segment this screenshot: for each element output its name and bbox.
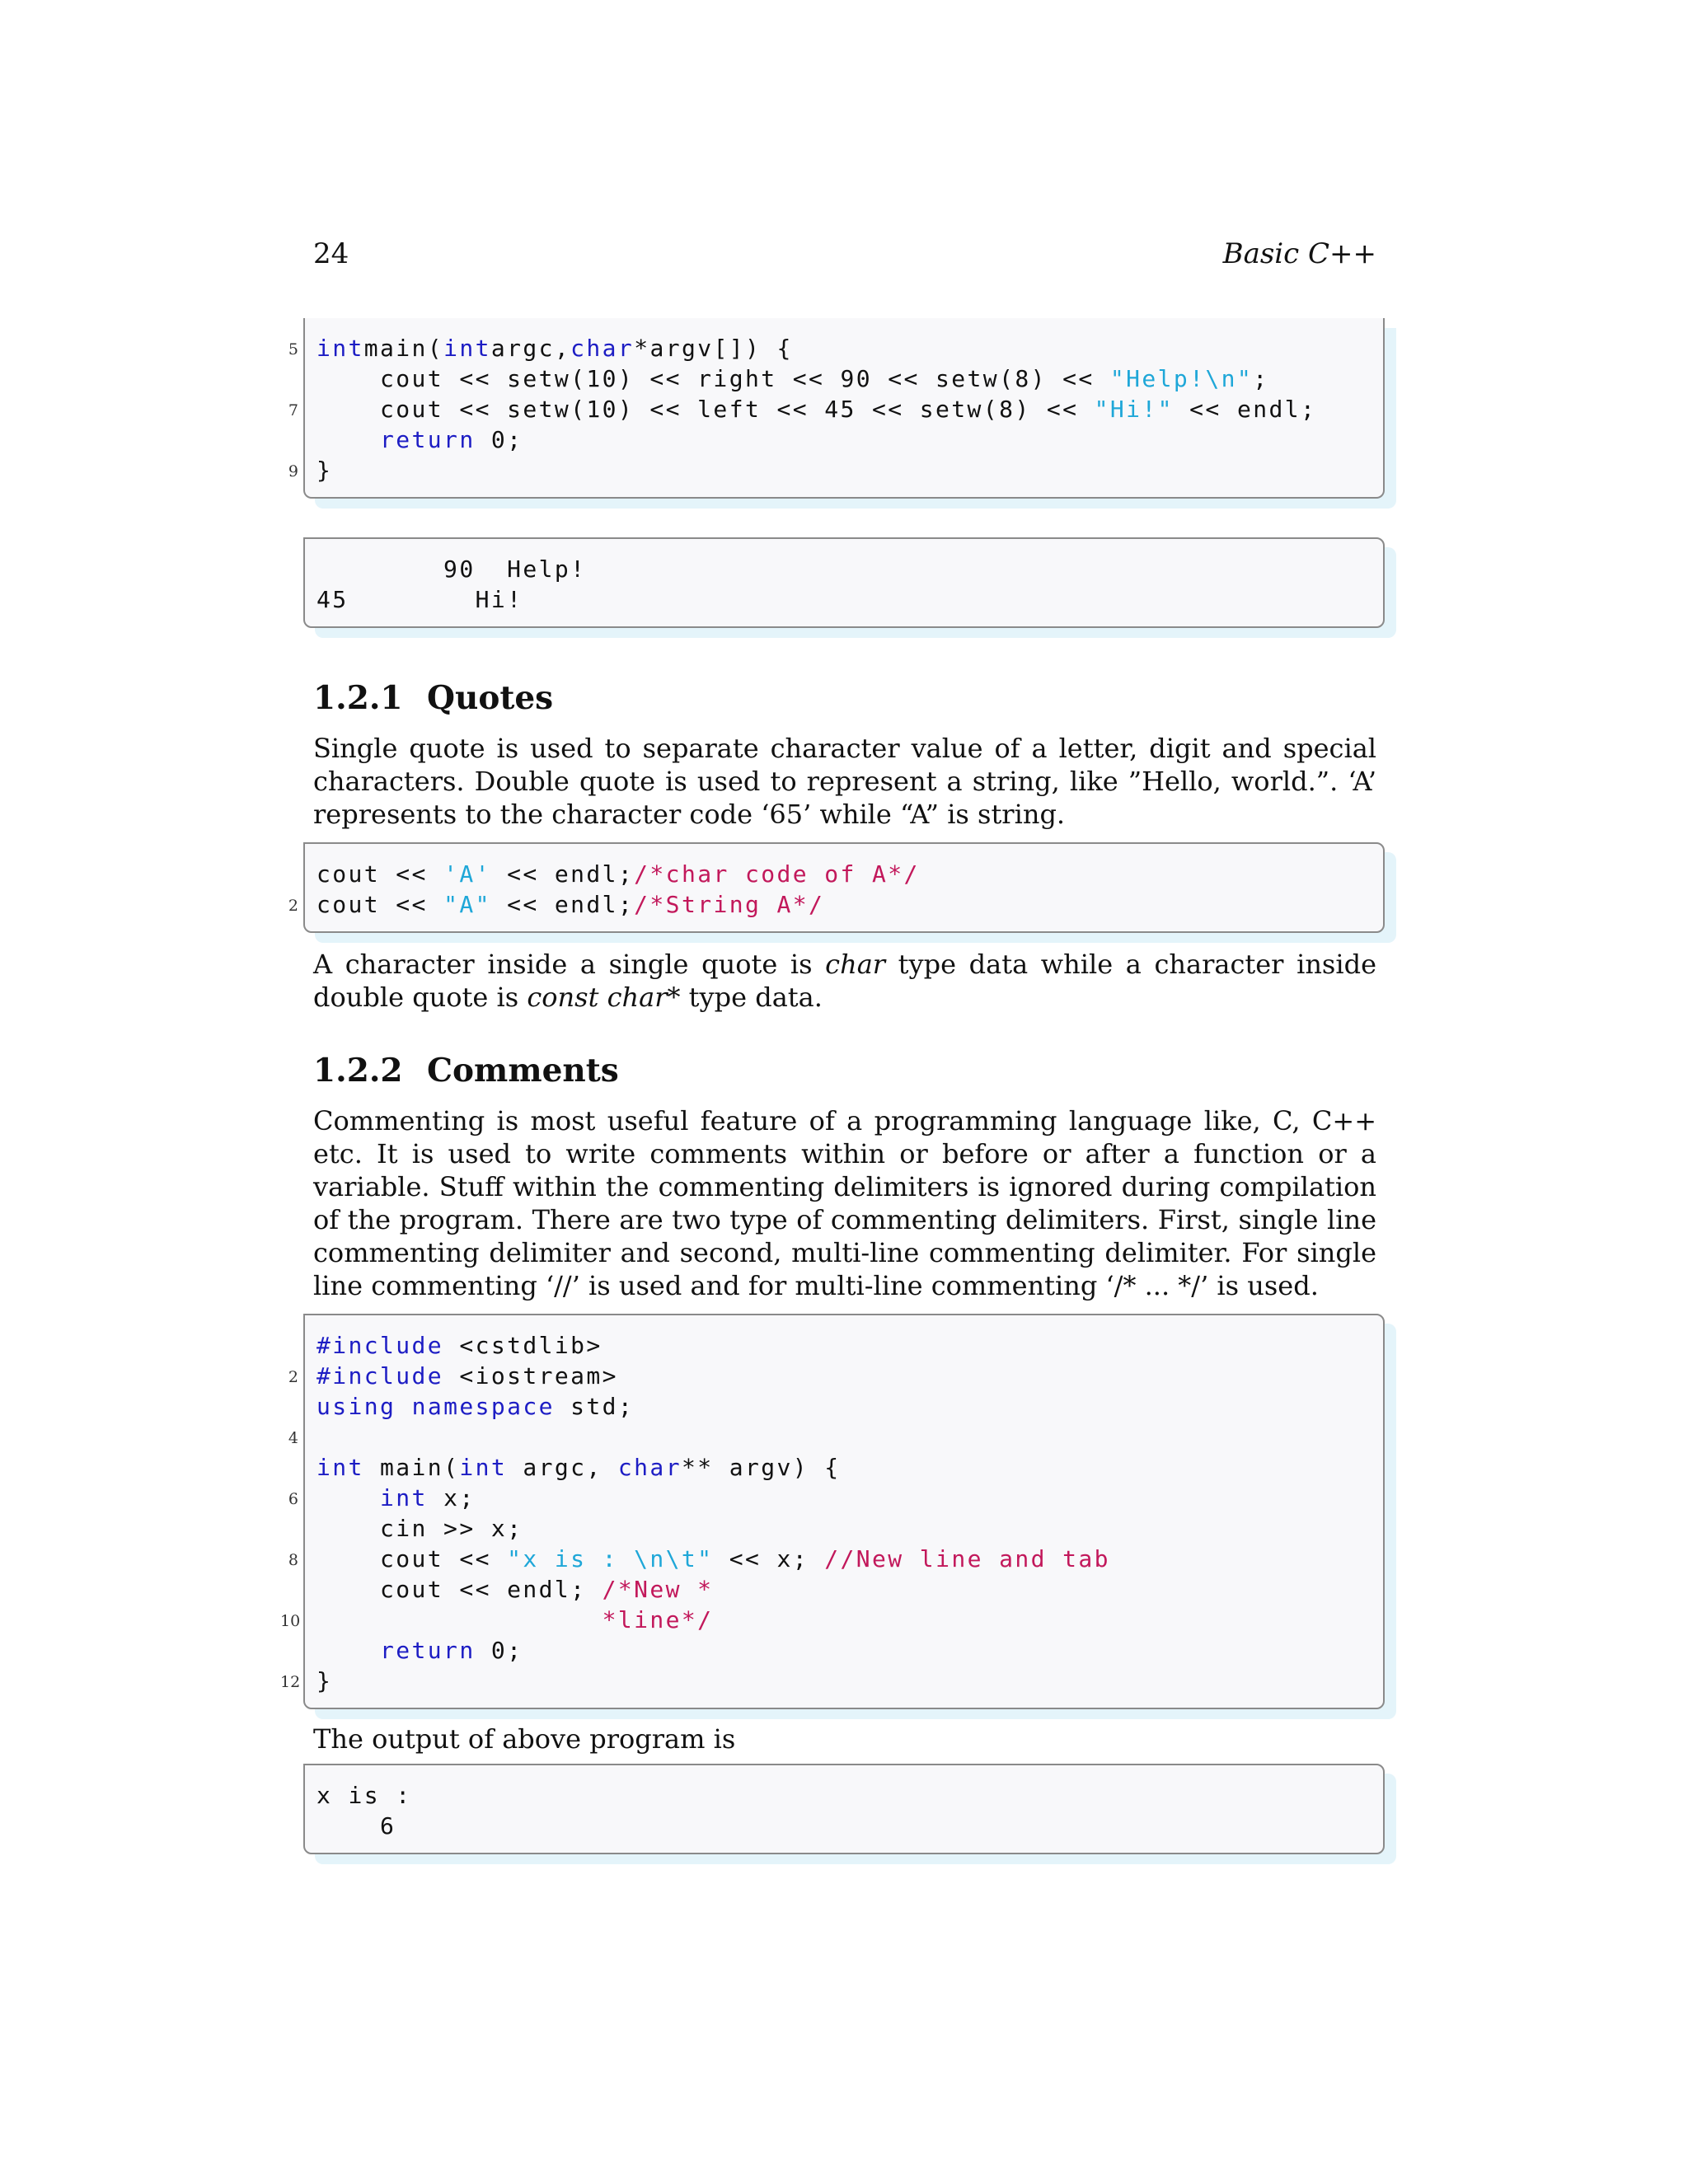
line-number: 7: [288, 401, 298, 419]
code-line: [288, 1361, 1383, 1391]
code-block-quotes: [288, 842, 1385, 933]
code-text: cin >> x;: [316, 1515, 523, 1542]
code-text: << endl;: [490, 891, 635, 918]
code-string: "Help!\n": [1109, 365, 1254, 392]
code-text: x;: [427, 1484, 476, 1511]
code-text: [396, 1393, 411, 1420]
code-line: [316, 554, 1383, 584]
section-number: 1.2.1: [313, 679, 403, 717]
line-number: 8: [288, 1551, 298, 1569]
code-keyword: int: [459, 1454, 508, 1481]
code-string: "A": [443, 891, 491, 918]
code-keyword: char: [617, 1454, 682, 1481]
output-block: [303, 537, 1385, 628]
code-block-main: [288, 318, 1385, 499]
line-number: 2: [288, 897, 298, 915]
code-text: [316, 1484, 380, 1511]
code-line: [316, 1780, 1383, 1811]
code-listing: [288, 318, 1383, 497]
code-line: [316, 1330, 1383, 1361]
code-text: main(: [363, 1454, 460, 1481]
code-text: <iostream>: [443, 1362, 618, 1390]
code-listing: [280, 1315, 1383, 1708]
program-output: [305, 1765, 1383, 1853]
code-line: [288, 1544, 1383, 1574]
quotes-paragraph: Single quote is used to separate character value of a letter, digit and special characters. Double quote is used to represent a string, like ”Hello, world.”. ‘A’ represents to the character code ‘65’ while “A” is string.: [313, 733, 1376, 830]
output-block-comments: [303, 1764, 1385, 1854]
code-string: 'A': [443, 860, 491, 888]
running-title: Basic C++: [1222, 237, 1376, 270]
code-text: << endl;: [1173, 396, 1317, 423]
code-line: [316, 1452, 1383, 1483]
code-line: [288, 889, 1383, 920]
text-run: A character inside a single quote is: [313, 949, 826, 980]
page-header: [313, 237, 1376, 270]
code-keyword: #include: [316, 1332, 444, 1359]
code-line: [288, 1422, 1383, 1452]
code-text: cout <<: [316, 1545, 508, 1572]
code-text: }: [316, 457, 333, 484]
code-comment: /*char code of A*/: [634, 860, 920, 888]
code-keyword: #include: [316, 1362, 444, 1390]
code-text: std;: [554, 1393, 635, 1420]
code-line: [288, 394, 1383, 424]
code-comment: /*String A*/: [634, 891, 825, 918]
section-heading-quotes: [313, 679, 553, 717]
code-line: [316, 1635, 1383, 1666]
code-text: 6: [316, 1812, 396, 1840]
code-keyword: int: [316, 335, 364, 362]
code-line: [316, 1513, 1383, 1544]
code-line: [316, 1391, 1383, 1422]
code-string: "Hi!": [1094, 396, 1174, 423]
code-text: x is :: [316, 1782, 412, 1809]
code-text: *argv[]) {: [634, 335, 793, 362]
code-text: argc,: [490, 335, 571, 362]
code-keyword: using: [316, 1393, 396, 1420]
code-string: "x is : \n\t": [507, 1545, 714, 1572]
code-line: [316, 1574, 1383, 1605]
line-number: 6: [288, 1490, 298, 1508]
emphasis-char: char: [825, 949, 886, 980]
program-output: [305, 539, 1383, 626]
code-keyword: int: [380, 1484, 428, 1511]
code-line: [288, 1483, 1383, 1513]
code-text: argc,: [507, 1454, 618, 1481]
code-keyword: int: [316, 1454, 364, 1481]
char-type-paragraph: [313, 948, 1376, 1014]
emphasis-const-char: const char*: [527, 982, 681, 1013]
comments-paragraph: Commenting is most useful feature of a programming language like, C, C++ etc. It is used to write comments within or before or after a function or a variable. Stuff within the commenting delimiters is ignored during compilation of the program. There are two type of commenting delimiters. First, single line commenting delimiter and second, multi-line commenting delimiter. For single line commenting ‘//’ is used and for multi-line commenting ‘/* ... */’ is used.: [313, 1105, 1376, 1301]
line-number: 10: [280, 1612, 301, 1630]
page-number: 24: [313, 237, 349, 270]
code-text: 0;: [475, 1637, 523, 1664]
code-keyword: char: [570, 335, 635, 362]
code-text: cout <<: [316, 860, 444, 888]
output-intro: The output of above program is: [313, 1723, 736, 1755]
line-number: 2: [288, 1368, 298, 1386]
section-title: Comments: [427, 1052, 619, 1090]
text-run: type data while a character inside double quote is: [313, 949, 1377, 1013]
code-line: [316, 1811, 1383, 1841]
code-text: cout << setw(10) << right << 90 << setw(8) <<: [316, 365, 1110, 392]
section-title: Quotes: [427, 679, 554, 717]
code-text: ** argv) {: [681, 1454, 841, 1481]
code-comment: *line*/: [316, 1606, 714, 1633]
code-text: cout <<: [316, 891, 444, 918]
code-keyword: return: [380, 1637, 476, 1664]
code-text: <cstdlib>: [443, 1332, 603, 1359]
code-text: 45 Hi!: [316, 586, 523, 613]
code-text: cout << endl;: [316, 1576, 603, 1603]
code-comment: //New line and tab: [824, 1545, 1110, 1572]
code-line: [280, 1605, 1383, 1635]
code-text: 90 Help!: [316, 555, 587, 583]
code-text: [316, 1637, 380, 1664]
code-keyword: return: [380, 426, 476, 453]
line-number: 4: [288, 1429, 298, 1447]
line-number: 9: [288, 462, 298, 480]
code-block-comments: [280, 1314, 1385, 1709]
code-line: [316, 859, 1383, 889]
code-keyword: namespace: [411, 1393, 555, 1420]
section-number: 1.2.2: [313, 1052, 403, 1090]
code-keyword: int: [443, 335, 491, 362]
code-line: [316, 424, 1383, 455]
code-text: cout << setw(10) << left << 45 << setw(8) <<: [316, 396, 1095, 423]
code-comment: /*New *: [602, 1576, 714, 1603]
code-text: << endl;: [490, 860, 635, 888]
code-line: [288, 333, 1383, 363]
code-text: 0;: [475, 426, 523, 453]
code-line: [288, 455, 1383, 485]
code-text: main(: [363, 335, 444, 362]
code-text: ;: [1253, 365, 1269, 392]
code-text: << x;: [713, 1545, 825, 1572]
code-text: }: [316, 1667, 333, 1694]
code-text: [316, 426, 380, 453]
code-line: [280, 1666, 1383, 1696]
code-listing: [288, 844, 1383, 931]
text-run: type data.: [680, 982, 823, 1013]
line-number: 12: [280, 1673, 301, 1691]
code-line: [316, 584, 1383, 615]
section-heading-comments: [313, 1052, 619, 1090]
code-line: [316, 363, 1383, 394]
line-number: 5: [288, 340, 298, 359]
